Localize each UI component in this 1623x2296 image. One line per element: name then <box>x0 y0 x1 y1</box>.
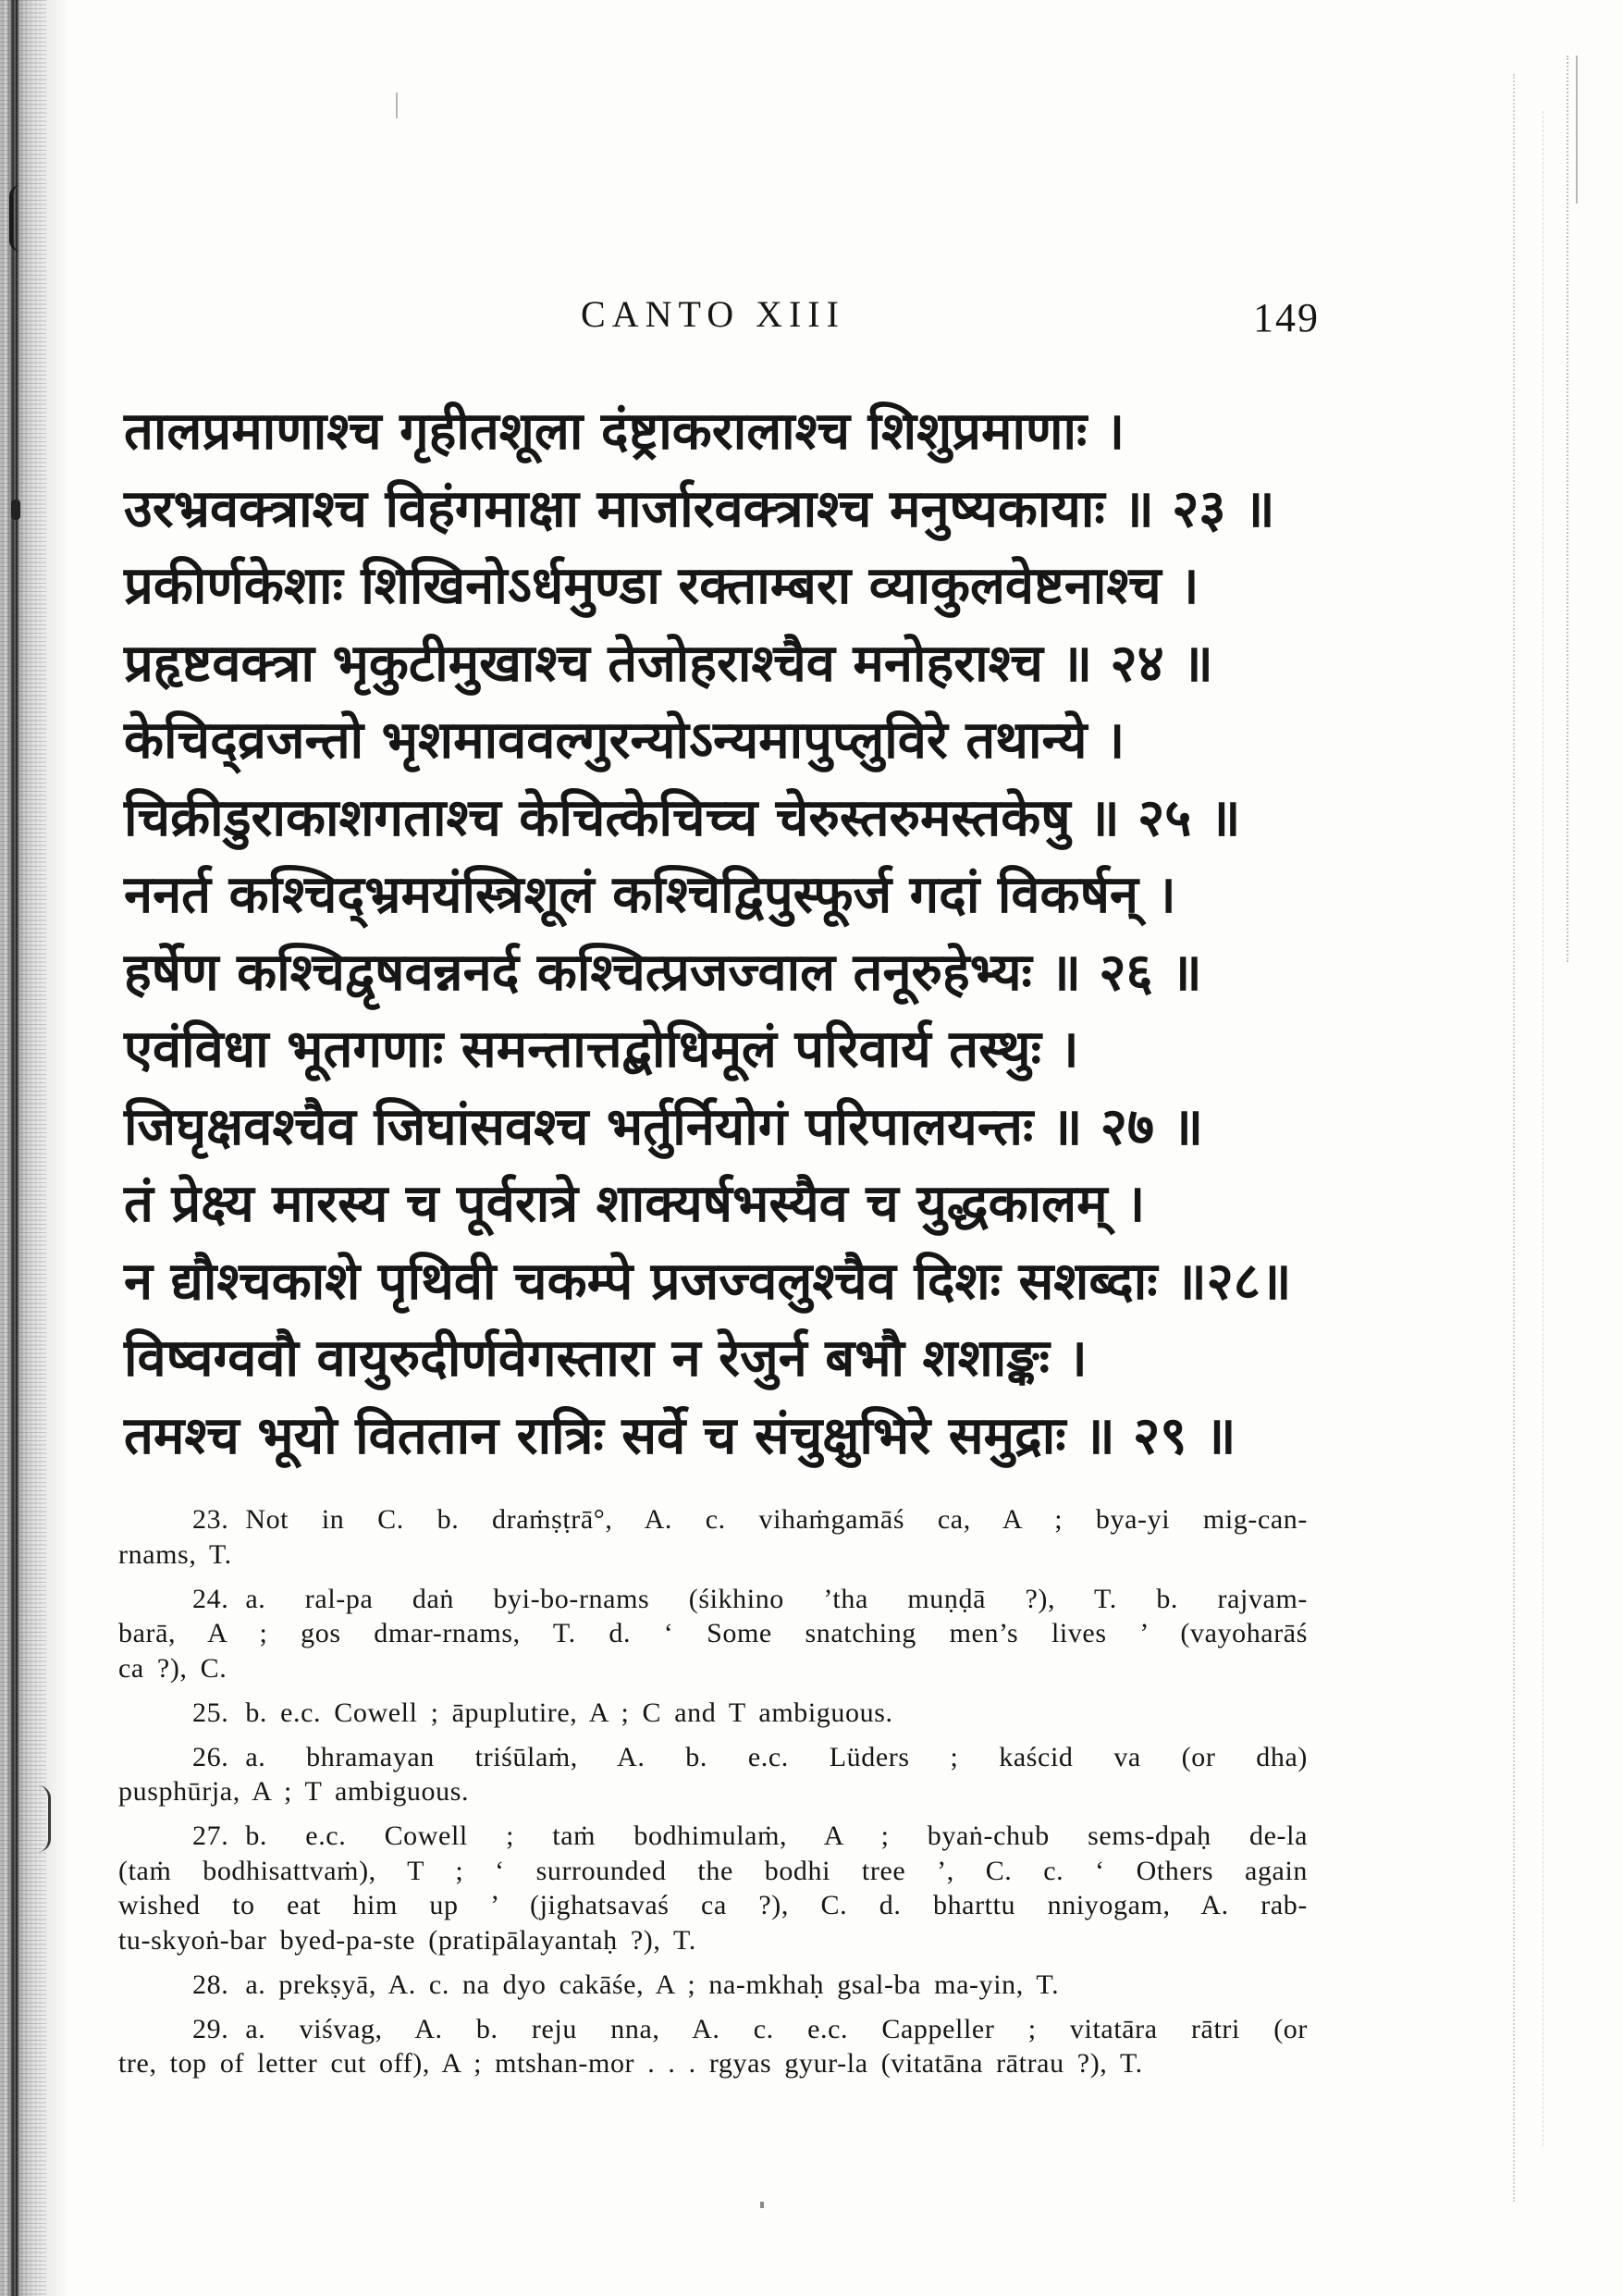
footnote-line <box>118 1819 1308 1854</box>
scan-speck <box>396 93 398 118</box>
footnote-text: a. bhramayan triśūlaṁ, A. b. e.c. Lüders ; kaścid va (or dha) <box>245 1741 1308 1772</box>
footnote-line: (taṁ bodhisattvaṁ), T ; ‘ surrounded the bodhi tree ’, C. c. ‘ Others again <box>118 1855 1308 1886</box>
footnote-line: pusphūrja, A ; T ambiguous. <box>118 1776 470 1807</box>
footnote-text: b. e.c. Cowell ; āpuplutire, A ; C and T ambiguous. <box>245 1697 893 1728</box>
verse-line: तं प्रेक्ष्य मारस्य च पूर्वरात्रे शाक्यर्षभस्यैव च युद्धकालम् । <box>124 1174 1146 1234</box>
footnote-line: rnams, T. <box>118 1538 232 1570</box>
footnote-line <box>118 2012 1308 2047</box>
footnote-text: a. viśvag, A. b. reju nna, A. c. e.c. Cappeller ; vitatāra rātri (or <box>245 2013 1308 2044</box>
verse-line: विष्वग्ववौ वायुरुदीर्णवेगस्तारा न रेजुर्न बभौ शशाङ्कः । <box>124 1328 1088 1389</box>
verse-line: चिक्रीडुराकाशगताश्च केचित्केचिच्च चेरुस्तरुमस्तकेषु ॥ २५ ॥ <box>124 787 1241 848</box>
footnote-number: 29. <box>192 2013 229 2044</box>
footnote-26 <box>118 1740 1308 1809</box>
footnote-25 <box>118 1696 1308 1731</box>
footnote-line <box>118 1968 1308 2003</box>
footnote-28 <box>118 1968 1308 2003</box>
footnote-line <box>118 1582 1308 1617</box>
footnote-line: wished to eat him up ’ (jighatsavaś ca ?), C. d. bharttu nniyogam, A. rab- <box>118 1890 1308 1920</box>
verse-26 <box>124 857 1309 1011</box>
footnote-24 <box>118 1582 1308 1686</box>
binding-mark <box>9 185 28 252</box>
verse-line: न द्यौश्चकाशे पृथिवी चकम्पे प्रजज्वलुश्चैव दिशः सशब्दाः ॥२८॥ <box>124 1251 1292 1312</box>
verse-28 <box>124 1166 1309 1320</box>
footnotes <box>118 1502 1308 2091</box>
footnote-number: 27. <box>192 1821 229 1851</box>
verse-line: जिघृक्षवश्चैव जिघांसवश्च भर्तुर्नियोगं परिपालयन्तः ॥ २७ ॥ <box>124 1096 1204 1157</box>
footnote-line: tu-skyoṅ-bar byed-pa-ste (pratipālayantaḥ ?), T. <box>118 1924 696 1956</box>
verse-line: उरभ्रवक्त्राश्च विहंगमाक्षा मार्जारवक्त्राश्च मनुष्यकायाः ॥ २३ ॥ <box>124 478 1275 539</box>
page-edge-mark <box>1567 56 1568 962</box>
page-edge-mark <box>1513 74 1515 2202</box>
verse-line: प्रकीर्णकेशाः शिखिनोऽर्धमुण्डा रक्ताम्बरा व्याकुलवेष्टनाश्च । <box>124 556 1199 616</box>
verse-line: केचिद्व्रजन्तो भृशमाववल्गुरन्योऽन्यमापुप्लुविरे तथान्ये । <box>124 710 1125 771</box>
footnote-23 <box>118 1502 1308 1572</box>
footnote-number: 28. <box>192 1969 229 2000</box>
page-number: 149 <box>1253 295 1320 340</box>
verse-24 <box>124 548 1309 702</box>
verse-block <box>124 393 1309 1475</box>
footnote-line: ca ?), C. <box>118 1652 227 1684</box>
footnote-number: 24. <box>192 1583 229 1614</box>
footnote-number: 25. <box>192 1697 229 1728</box>
footnote-line <box>118 1740 1308 1775</box>
verse-25 <box>124 702 1309 857</box>
footnote-line: tre, top of letter cut off), A ; mtshan-mor . . . rgyas gyur-la (vitatāna rātrau ?), T. <box>118 2048 1143 2079</box>
footnote-line <box>118 1502 1308 1537</box>
verse-line: प्रहृष्टवक्त्रा भृकुटीमुखाश्च तेजोहराश्चैव मनोहराश्च ॥ २४ ॥ <box>124 633 1213 694</box>
footnote-line <box>118 1696 1308 1731</box>
verse-line: तमश्च भूयो विततान रात्रिः सर्वे च संचुक्षुभिरे समुद्राः ॥ २९ ॥ <box>124 1405 1236 1466</box>
scan-speck <box>760 2202 764 2208</box>
footnote-number: 23. <box>192 1504 229 1535</box>
footnote-line: barā, A ; gos dmar-rnams, T. d. ‘ Some snatching men’s lives ’ (vayoharāś <box>118 1618 1308 1648</box>
footnote-number: 26. <box>192 1741 229 1772</box>
verse-line: हर्षेण कश्चिद्वृषवन्ननर्द कश्चित्प्रजज्वाल तनूरुहेभ्यः ॥ २६ ॥ <box>124 942 1202 1003</box>
footnote-text: Not in C. b. draṁṣṭrā°, A. c. vihaṁgamāś ca, A ; bya-yi mig-can- <box>245 1504 1308 1535</box>
verse-29 <box>124 1320 1309 1475</box>
footnote-text: b. e.c. Cowell ; taṁ bodhimulaṁ, A ; byaṅ-chub sems-dpaḥ de-la <box>245 1821 1308 1851</box>
page-edge-mark <box>1576 56 1578 204</box>
binding-texture <box>0 0 46 2296</box>
binding-mark <box>11 500 20 520</box>
footnote-text: a. prekṣyā, A. c. na dyo cakāśe, A ; na-mkhaḥ gsal-ba ma-yin, T. <box>245 1969 1060 2000</box>
binding-mark <box>35 1785 51 1852</box>
verse-23 <box>124 393 1309 548</box>
footnote-29 <box>118 2012 1308 2081</box>
verse-line: तालप्रमाणाश्च गृहीतशूला दंष्ट्राकरालाश्च शिशुप्रमाणाः । <box>124 401 1125 462</box>
footnote-27 <box>118 1819 1308 1957</box>
verse-line: ननर्त कश्चिद्भ्रमयंस्त्रिशूलं कश्चिद्विपुस्फूर्ज गदां विकर्षन् । <box>124 865 1176 925</box>
verse-line: एवंविधा भूतगणाः समन्तात्तद्बोधिमूलं परिवार्य तस्थुः । <box>124 1019 1079 1080</box>
running-head: CANTO XIII <box>581 293 845 335</box>
verse-27 <box>124 1011 1309 1166</box>
footnote-text: a. ral-pa daṅ byi-bo-rnams (śikhino ’tha muṇḍā ?), T. b. rajvam- <box>245 1583 1308 1614</box>
